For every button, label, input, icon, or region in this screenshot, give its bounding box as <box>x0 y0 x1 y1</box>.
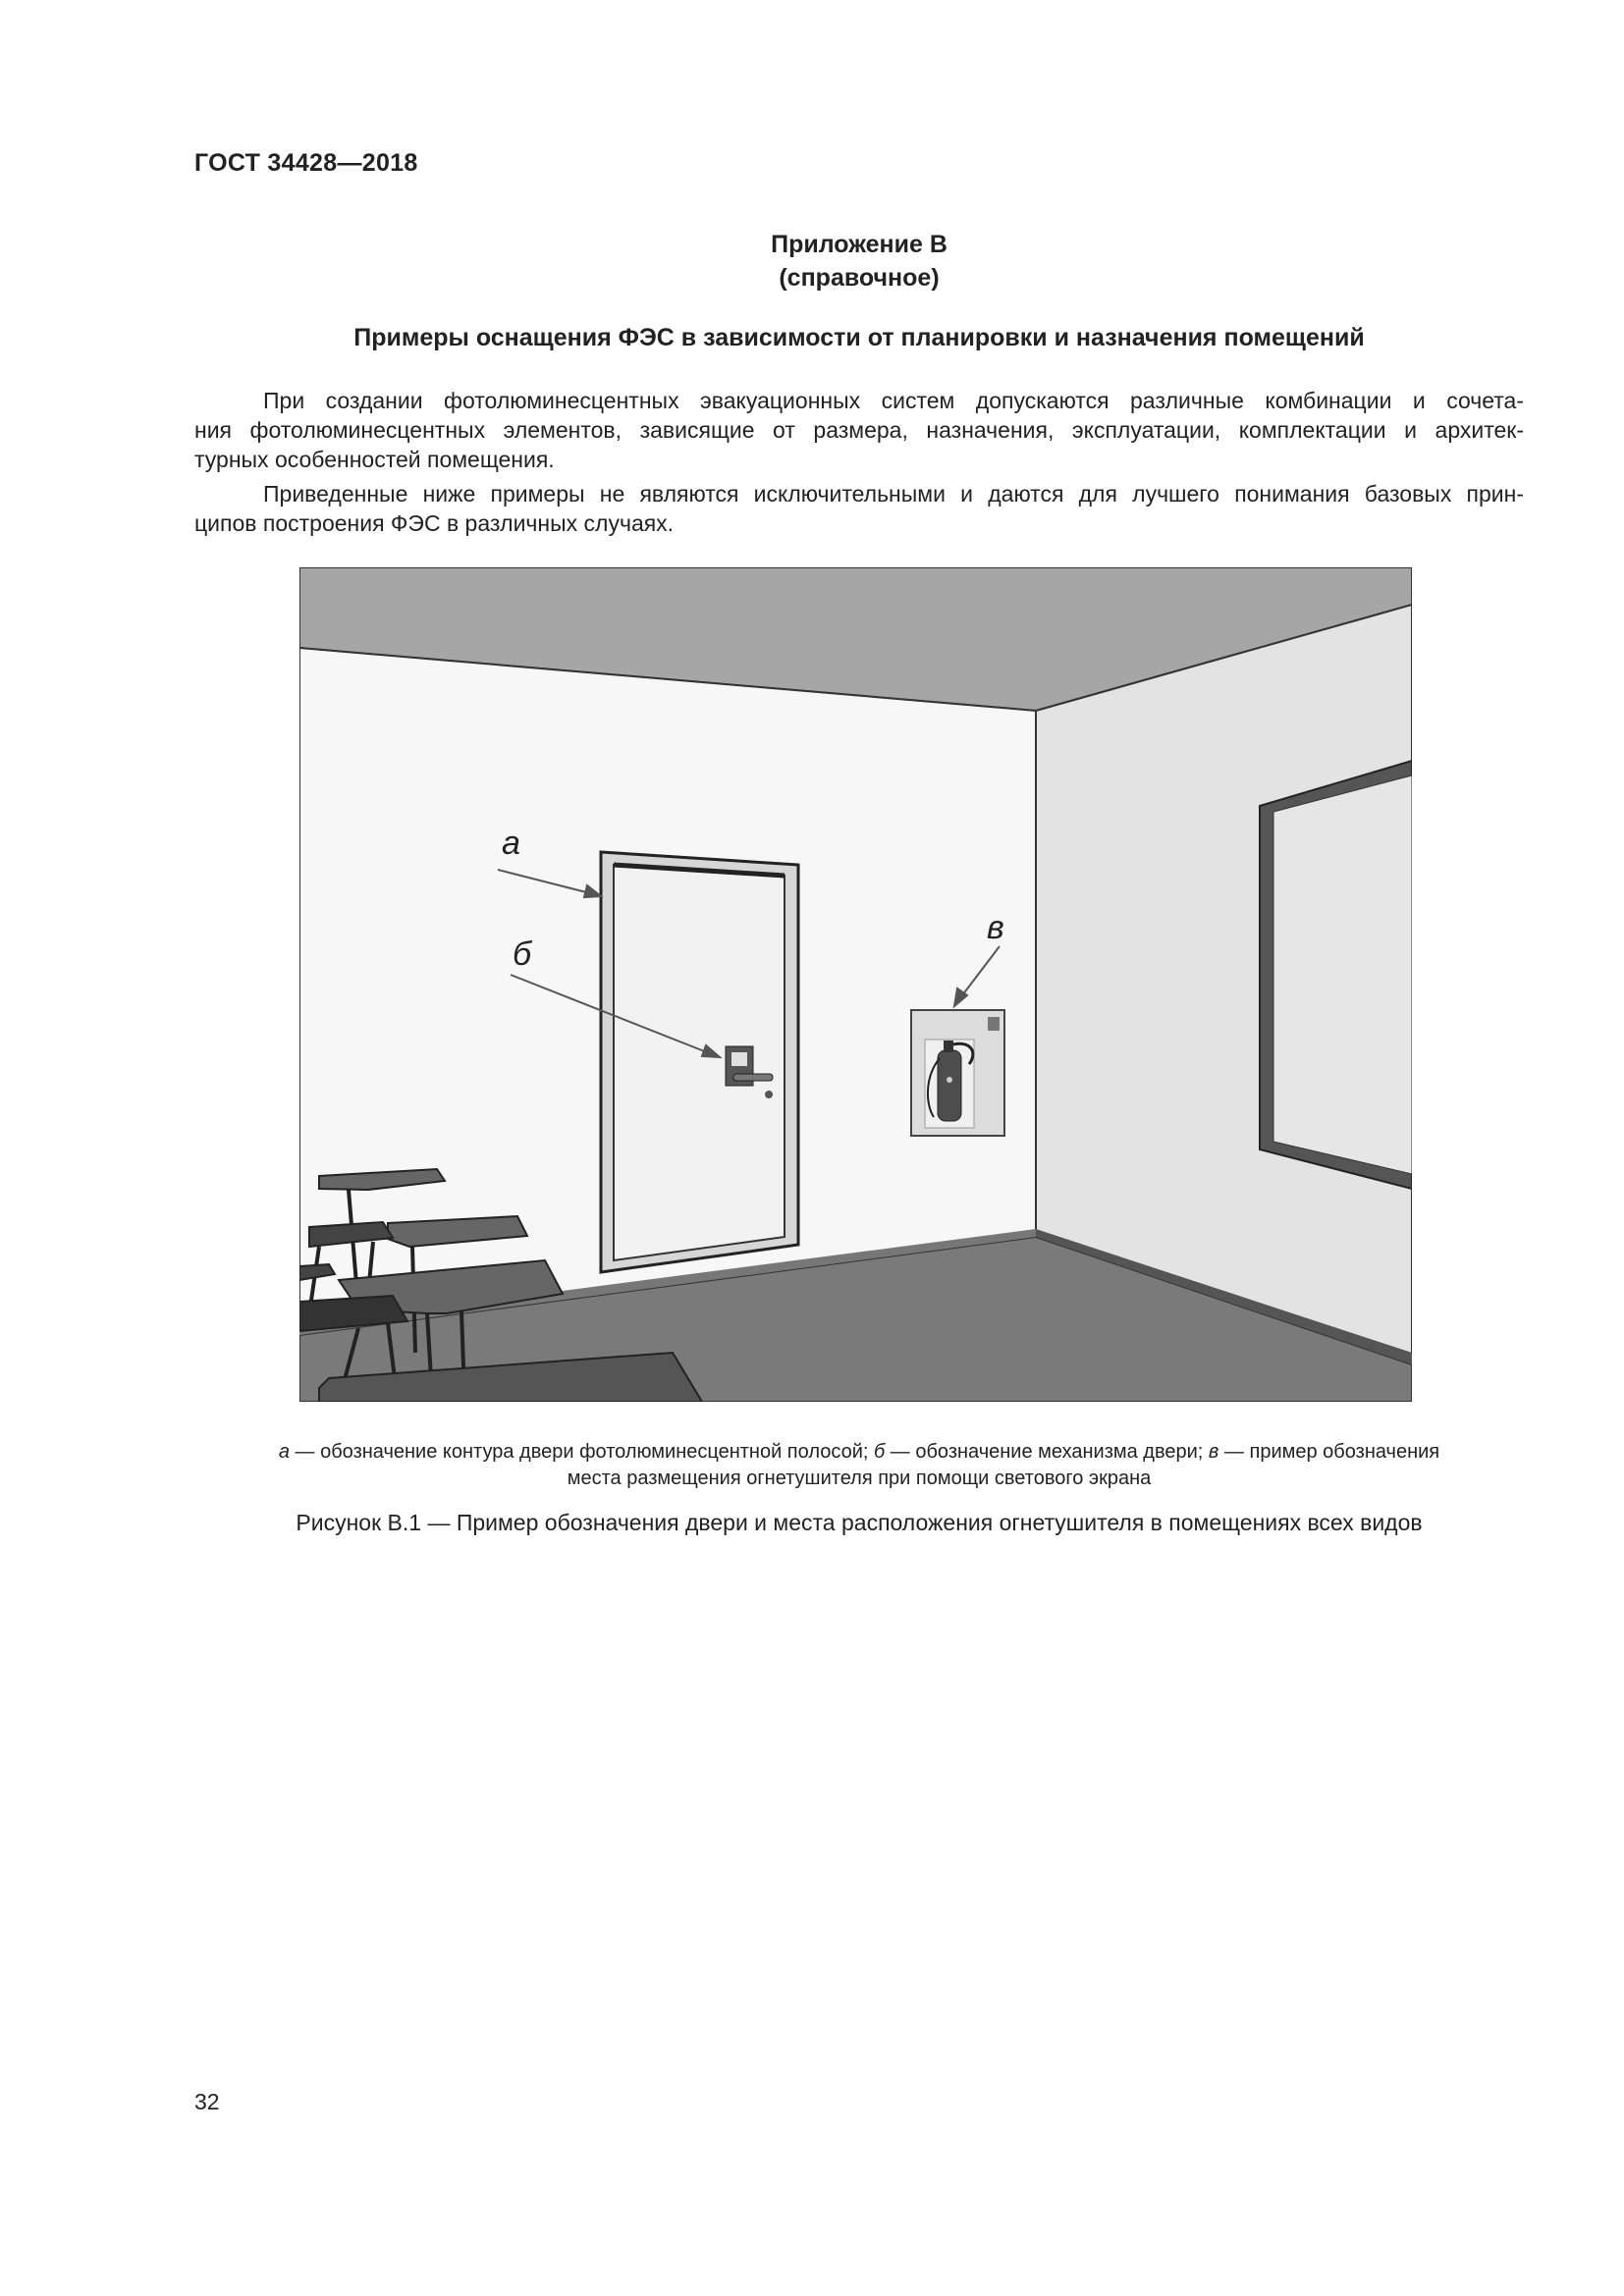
label-a: а <box>502 825 520 862</box>
page-number: 32 <box>194 2089 220 2114</box>
paragraph-1 <box>194 386 1524 474</box>
paragraph-2 <box>194 479 1524 538</box>
extinguisher-screen <box>911 1010 1004 1136</box>
legend-letter-b: б <box>873 1441 886 1463</box>
appendix-title: Приложение В <box>771 231 947 258</box>
paragraph-1-line: При создании фотолюминесцентных эвакуационных систем допускаются различные комбинации и сочета- <box>263 388 1524 413</box>
legend-text-b: — обозначение механизма двери; <box>885 1441 1209 1463</box>
legend-letter-a: а <box>278 1441 290 1463</box>
room-illustration <box>299 567 1412 1402</box>
legend-line-2: места размещения огнетушителя при помощи светового экрана <box>567 1468 1152 1489</box>
appendix-heading <box>0 228 1624 294</box>
paragraph-2-line: ципов построения ФЭС в различных случаях. <box>194 510 675 536</box>
appendix-note: (справочное) <box>779 264 940 292</box>
legend-line-1 <box>194 1439 1524 1466</box>
legend-letter-v: в <box>1208 1441 1219 1463</box>
label-b: б <box>513 935 532 973</box>
paragraph-1-line: ния фотолюминесцентных элементов, зависящие от размера, назначения, эксплуатации, комплектации и архитек- <box>194 417 1524 443</box>
legend-text-v: — пример обозначения <box>1218 1441 1440 1463</box>
wall-board <box>1260 761 1412 1189</box>
document-code: ГОСТ 34428—2018 <box>194 149 418 177</box>
paragraph-2-line: Приведенные ниже примеры не являются исключительными и даются для лучшего понимания базовых прин- <box>263 481 1524 507</box>
label-v: в <box>987 909 1004 946</box>
paragraph-1-line: турных особенностей помещения. <box>194 447 555 472</box>
figure-caption: Рисунок В.1 — Пример обозначения двери и места расположения огнетушителя в помещениях всех видов <box>296 1510 1423 1535</box>
figure-legend <box>194 1439 1524 1492</box>
door <box>601 852 798 1272</box>
legend-text-a: — обозначение контура двери фотолюминесцентной полосой; <box>289 1441 874 1463</box>
section-title: Примеры оснащения ФЭС в зависимости от планировки и назначения помещений <box>353 324 1365 351</box>
